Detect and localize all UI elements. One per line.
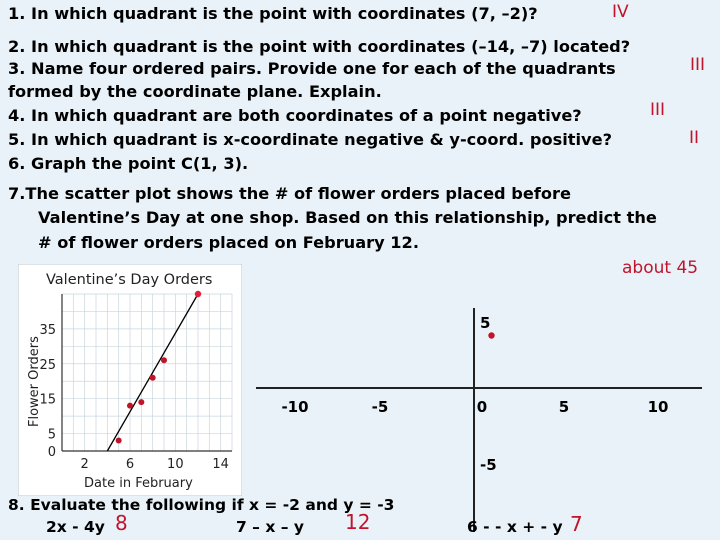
question-7-line2: Valentine’s Day at one shop. Based on this relationship, predict the: [38, 208, 657, 227]
question-5: 5. In which quadrant is x-coordinate negative & y-coord. positive?: [8, 130, 612, 149]
x-tick-label: 14: [212, 457, 229, 472]
question-6: 6. Graph the point C(1, 3).: [8, 154, 249, 173]
question-2: 2. In which quadrant is the point with coordinates (–14, –7) located?: [8, 37, 631, 56]
data-point: [138, 399, 144, 405]
y-tick-label: 35: [39, 322, 56, 338]
y-tick-label: 0: [47, 445, 56, 460]
y-tick-label: 15: [39, 392, 56, 408]
data-point: [127, 403, 133, 409]
question-4: 4. In which quadrant are both coordinates of a point negative?: [8, 106, 582, 125]
x-tick-label: 6: [125, 457, 135, 472]
question-7-line1: 7.The scatter plot shows the # of flower orders placed before: [8, 184, 571, 203]
plane-x-tick-label: 5: [558, 398, 570, 416]
data-point: [116, 438, 122, 444]
answer-7: about 45: [622, 258, 699, 278]
x-tick-label: 10: [167, 457, 184, 472]
y-tick-label: 5: [47, 427, 56, 443]
question-3-line2: formed by the coordinate plane. Explain.: [8, 82, 382, 101]
point-c: [488, 332, 494, 338]
plane-y-tick-label: 5: [480, 314, 491, 332]
evaluate-answer-1: 8: [115, 511, 128, 535]
evaluate-expr-1: 2x - 4y: [46, 518, 105, 536]
plane-x-tick-label: 0: [476, 398, 488, 416]
evaluate-answer-2: 12: [345, 510, 371, 534]
answer-4: III: [650, 100, 666, 120]
y-tick-label: 25: [39, 357, 56, 373]
data-point: [161, 357, 167, 363]
chart-title: Valentine’s Day Orders: [46, 272, 213, 288]
data-point: [150, 375, 156, 381]
plane-x-tick-label: -5: [371, 398, 389, 416]
question-1: 1. In which quadrant is the point with coordinates (7, –2)?: [8, 4, 538, 23]
evaluate-expr-3: 6 - - x + - y: [467, 518, 563, 536]
evaluate-answer-3: 7: [570, 512, 583, 536]
scatter-plot: [18, 264, 242, 496]
answer-3: III: [690, 55, 706, 75]
x-tick-label: 2: [80, 457, 89, 472]
prediction-point: [195, 291, 201, 297]
plane-x-tick-label: 10: [647, 398, 669, 416]
plane-y-tick-label: -5: [480, 456, 497, 474]
evaluate-expr-2: 7 – x – y: [236, 518, 304, 536]
answer-1: IV: [612, 2, 629, 22]
chart-x-label: Date in February: [84, 476, 193, 491]
answer-5: II: [689, 128, 700, 148]
question-7-line3: # of flower orders placed on February 12.: [38, 233, 419, 252]
evaluate-heading: 8. Evaluate the following if x = -2 and y = -3: [8, 496, 395, 514]
plane-points: [488, 332, 494, 338]
plane-x-tick-label: -10: [281, 398, 309, 416]
chart-y-label: Flower Orders: [27, 336, 42, 427]
question-3-line1: 3. Name four ordered pairs. Provide one for each of the quadrants: [8, 59, 616, 78]
